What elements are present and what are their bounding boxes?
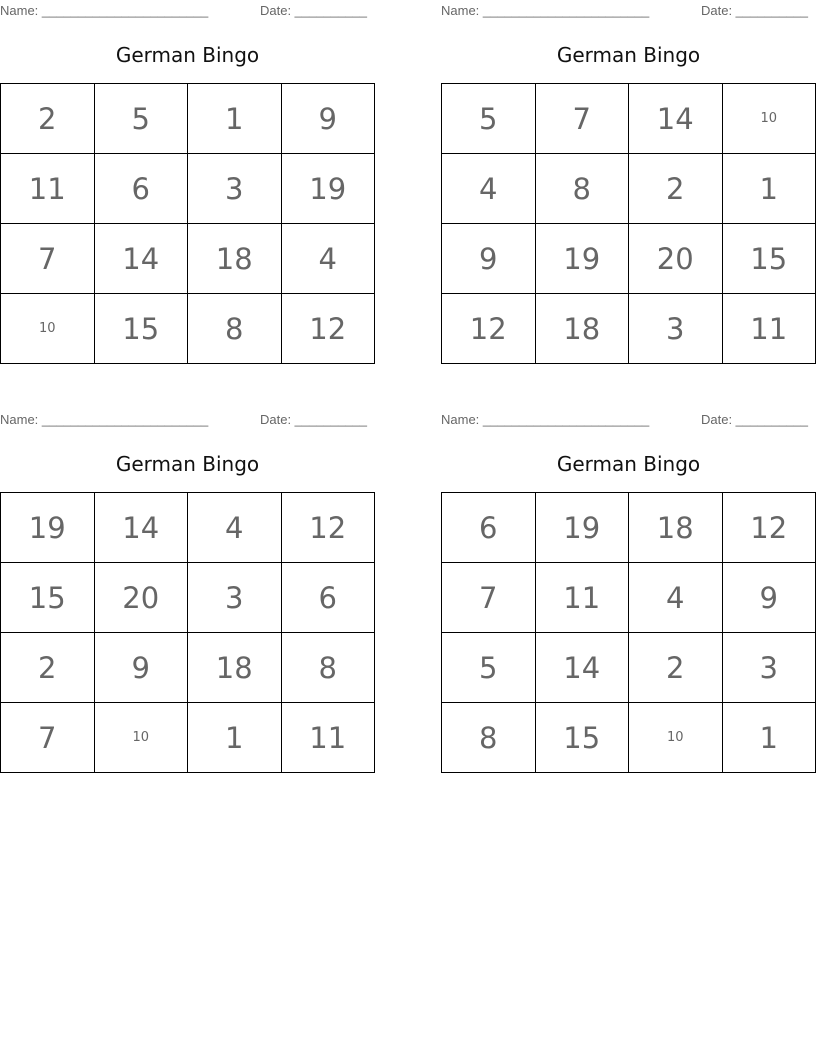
bingo-cell: 4	[629, 563, 723, 633]
bingo-cell: 10	[94, 703, 188, 773]
bingo-cell: 18	[535, 294, 629, 364]
bingo-cell: 11	[281, 703, 375, 773]
grid-row	[442, 84, 816, 154]
bingo-cell: 12	[281, 294, 375, 364]
bingo-cell: 12	[722, 493, 816, 563]
name-field: Name: _______________________	[0, 3, 209, 18]
bingo-cell: 20	[94, 563, 188, 633]
bingo-cell: 18	[629, 493, 723, 563]
card-title: German Bingo	[556, 43, 701, 67]
bingo-card	[441, 409, 816, 755]
bingo-cell: 8	[188, 294, 282, 364]
card-title: German Bingo	[115, 452, 260, 476]
name-field: Name: _______________________	[0, 412, 209, 427]
bingo-cell: 19	[1, 493, 95, 563]
bingo-cell: 11	[1, 154, 95, 224]
bingo-cell: 2	[1, 633, 95, 703]
bingo-cell: 14	[535, 633, 629, 703]
bingo-cell: 10	[1, 294, 95, 364]
bingo-cell: 9	[94, 633, 188, 703]
bingo-card	[441, 0, 816, 346]
name-field: Name: _______________________	[441, 412, 650, 427]
bingo-cell: 7	[1, 224, 95, 294]
bingo-cell: 1	[188, 703, 282, 773]
bingo-cell: 9	[722, 563, 816, 633]
name-field: Name: _______________________	[441, 3, 650, 18]
grid-row	[1, 294, 375, 364]
bingo-cell: 6	[94, 154, 188, 224]
bingo-cell: 14	[629, 84, 723, 154]
bingo-cell: 3	[629, 294, 723, 364]
grid-row	[442, 224, 816, 294]
bingo-cell: 2	[629, 154, 723, 224]
bingo-cell: 7	[442, 563, 536, 633]
grid-row	[442, 154, 816, 224]
bingo-cell: 8	[442, 703, 536, 773]
grid-row	[1, 563, 375, 633]
bingo-grid	[441, 83, 816, 364]
bingo-cell: 2	[629, 633, 723, 703]
bingo-cell: 19	[535, 224, 629, 294]
bingo-cell: 4	[188, 493, 282, 563]
bingo-cell: 7	[1, 703, 95, 773]
grid-row	[442, 493, 816, 563]
bingo-cell: 6	[281, 563, 375, 633]
bingo-grid	[0, 83, 375, 364]
grid-row	[1, 703, 375, 773]
bingo-card	[0, 409, 375, 755]
bingo-cell: 2	[1, 84, 95, 154]
bingo-cell: 14	[94, 493, 188, 563]
grid-row	[1, 633, 375, 703]
bingo-cell: 15	[722, 224, 816, 294]
bingo-cell: 1	[722, 703, 816, 773]
bingo-cell: 11	[535, 563, 629, 633]
bingo-cell: 19	[281, 154, 375, 224]
bingo-cell: 3	[722, 633, 816, 703]
bingo-cell: 15	[535, 703, 629, 773]
bingo-cell: 8	[535, 154, 629, 224]
grid-row	[1, 154, 375, 224]
bingo-card	[0, 0, 375, 346]
date-field: Date: __________	[701, 412, 808, 427]
grid-row	[442, 633, 816, 703]
bingo-cell: 10	[629, 703, 723, 773]
bingo-cell: 7	[535, 84, 629, 154]
bingo-cell: 4	[281, 224, 375, 294]
bingo-cell: 1	[722, 154, 816, 224]
grid-row	[442, 703, 816, 773]
bingo-cell: 8	[281, 633, 375, 703]
grid-row	[442, 563, 816, 633]
bingo-cell: 4	[442, 154, 536, 224]
bingo-grid	[441, 492, 816, 773]
grid-row	[442, 294, 816, 364]
bingo-cell: 20	[629, 224, 723, 294]
date-field: Date: __________	[260, 3, 367, 18]
card-title: German Bingo	[556, 452, 701, 476]
bingo-cell: 5	[94, 84, 188, 154]
grid-row	[1, 493, 375, 563]
bingo-cell: 9	[281, 84, 375, 154]
bingo-cell: 14	[94, 224, 188, 294]
bingo-cell: 5	[442, 633, 536, 703]
bingo-cell: 19	[535, 493, 629, 563]
date-field: Date: __________	[260, 412, 367, 427]
bingo-cell: 15	[94, 294, 188, 364]
bingo-cell: 1	[188, 84, 282, 154]
bingo-cell: 10	[722, 84, 816, 154]
bingo-cell: 15	[1, 563, 95, 633]
bingo-cell: 11	[722, 294, 816, 364]
bingo-cell: 12	[442, 294, 536, 364]
bingo-cell: 3	[188, 154, 282, 224]
grid-row	[1, 224, 375, 294]
date-field: Date: __________	[701, 3, 808, 18]
card-title: German Bingo	[115, 43, 260, 67]
bingo-grid	[0, 492, 375, 773]
bingo-cell: 3	[188, 563, 282, 633]
bingo-cell: 12	[281, 493, 375, 563]
bingo-cell: 6	[442, 493, 536, 563]
bingo-cell: 9	[442, 224, 536, 294]
bingo-cell: 18	[188, 224, 282, 294]
grid-row	[1, 84, 375, 154]
bingo-cell: 5	[442, 84, 536, 154]
bingo-cell: 18	[188, 633, 282, 703]
